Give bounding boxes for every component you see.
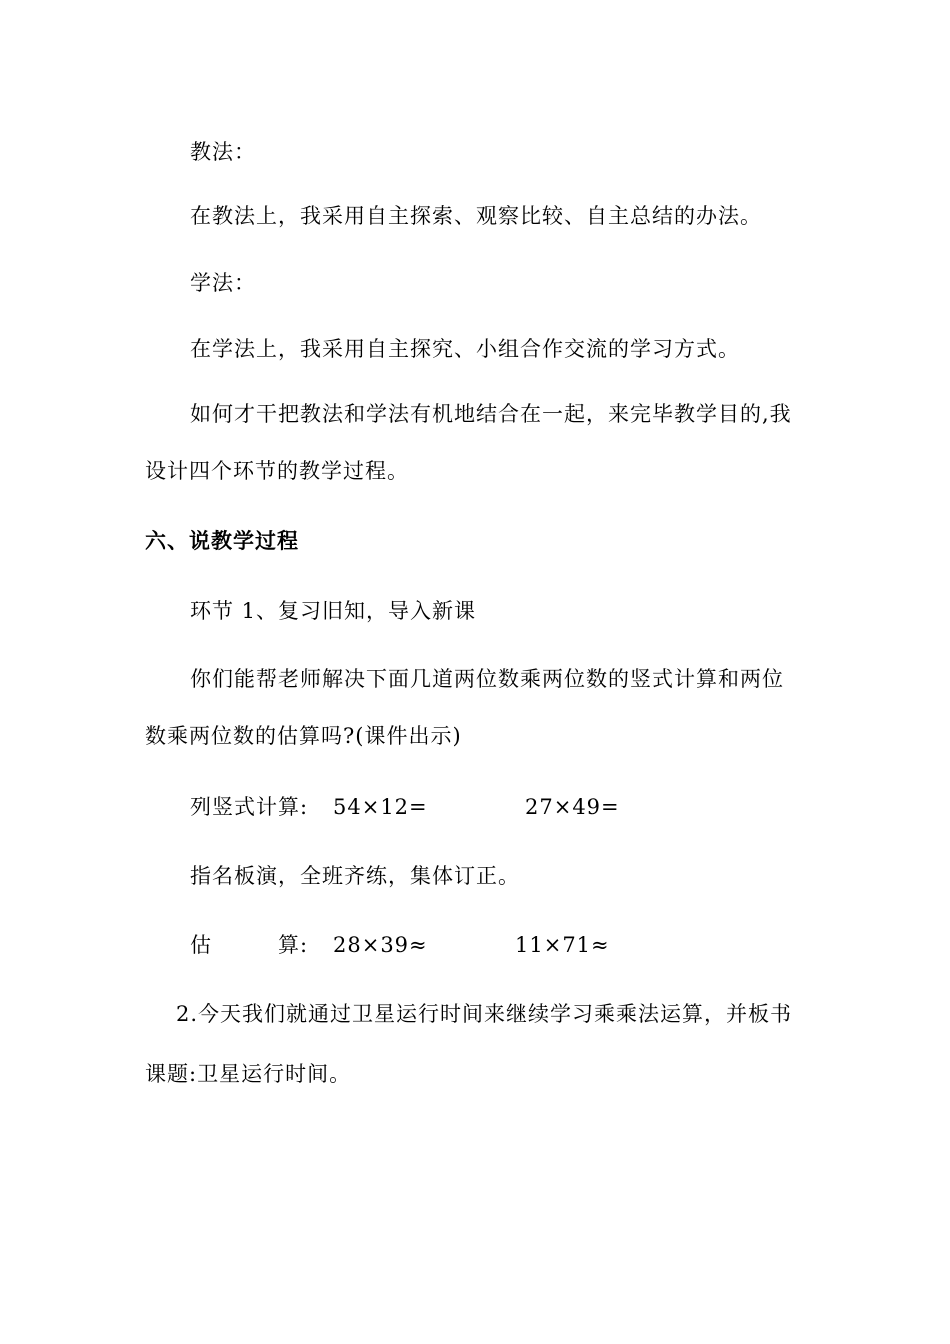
step2-line2: 课题:卫星运行时间。 <box>145 1062 352 1086</box>
learning-method-text: 在学法上，我采用自主探究、小组合作交流的学习方式。 <box>190 337 740 361</box>
estimate-expr2: 11×71≈ <box>515 933 610 957</box>
vertical-calc-expr1: 54×12= <box>333 795 428 819</box>
section-heading: 六、说教学过程 <box>145 529 299 553</box>
estimate-row <box>190 931 750 959</box>
board-practice-text: 指名板演，全班齐练，集体订正。 <box>190 864 520 888</box>
step1-title: 环节 1、复习旧知，导入新课 <box>190 599 477 623</box>
estimate-label-char2: 算: <box>278 933 309 957</box>
combine-paragraph-line1: 如何才干把教法和学法有机地结合在一起，来完毕教学目的,我 <box>190 402 792 426</box>
learning-method-label: 学法： <box>190 271 256 295</box>
teaching-method-label: 教法： <box>190 140 256 164</box>
question-line1: 你们能帮老师解决下面几道两位数乘两位数的竖式计算和两位 <box>190 667 784 691</box>
estimate-label-char1: 估 <box>190 933 212 957</box>
question-line2: 数乘两位数的估算吗?(课件出示) <box>145 724 462 748</box>
step2-line1: 2.今天我们就通过卫星运行时间来继续学习乘乘法运算，并板书 <box>176 1002 793 1026</box>
vertical-calc-label: 列竖式计算: <box>190 795 309 819</box>
combine-paragraph-line2: 设计四个环节的教学过程。 <box>145 459 409 483</box>
vertical-calc-expr2: 27×49= <box>525 795 620 819</box>
vertical-calc-row <box>190 793 750 821</box>
teaching-method-text: 在教法上，我采用自主探索、观察比较、自主总结的办法。 <box>190 204 762 228</box>
estimate-expr1: 28×39≈ <box>333 933 428 957</box>
